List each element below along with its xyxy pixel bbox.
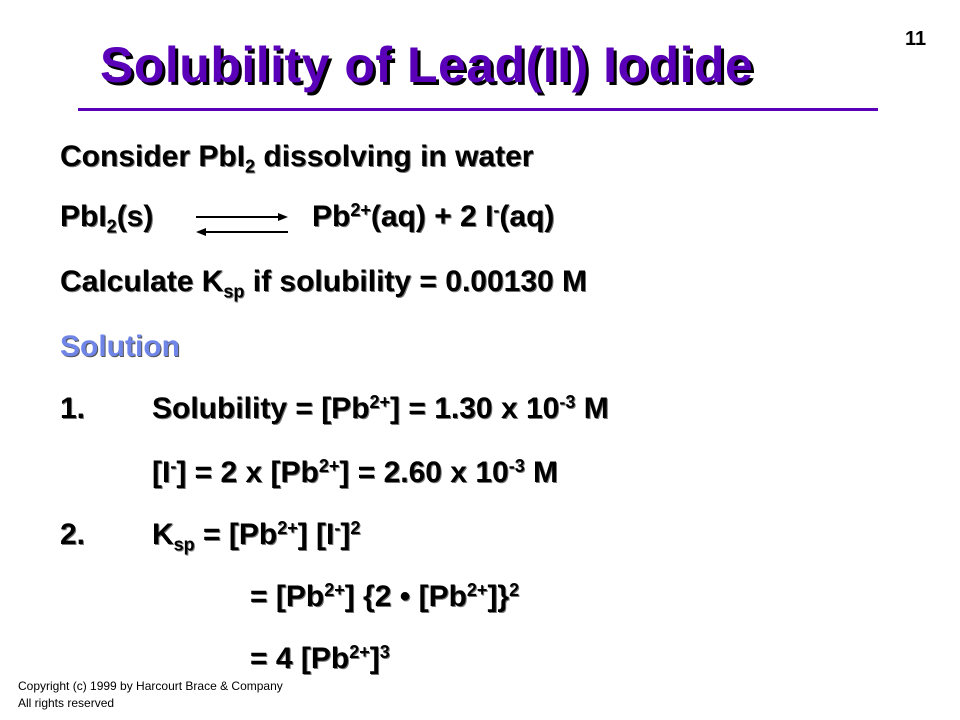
line-calculate: Calculate $K_{sp}$ if solubility = 0.00130 M: [60, 265, 588, 302]
step-1-number: 1.: [60, 392, 86, 425]
equilibrium-arrows-icon: [192, 206, 292, 240]
line-consider: Consider PbI$_2$ dissolving in water: [60, 140, 534, 177]
solution-heading: Solution: [60, 330, 180, 363]
step-1-solubility: Solubility = $[Pb^{2+}] = 1.30$ x $10^{-3}$ M: [152, 392, 609, 425]
line-equation-left: PbI$_2$(s): [60, 200, 154, 237]
step-2-result: = 4 $[Pb^{2+}]^3$: [250, 642, 390, 675]
step-1-iodide: [I-] = 2 x $[Pb^{2+}] = 2.60$ x $10^{-3}$ M: [152, 456, 559, 489]
step-2-number: 2.: [60, 518, 86, 551]
step-2-substitution: = $[Pb^{2+}]$ {2 • $[Pb^{2+}]\}^2$: [250, 580, 520, 613]
step-2-ksp: $K_{sp} = [Pb^{2+}]$ $[I^-]^2$: [152, 518, 361, 555]
slide-number: 11: [905, 28, 927, 50]
title-underline: [78, 108, 878, 111]
line-equation-right: $Pb^{2+}(aq) + 2$ I-(aq): [312, 200, 555, 233]
copyright-notice: Copyright (c) 1999 by Harcourt Brace & Company All rights reserved: [18, 679, 283, 710]
slide-title: Solubility of Lead(II) Iodide: [100, 37, 754, 93]
